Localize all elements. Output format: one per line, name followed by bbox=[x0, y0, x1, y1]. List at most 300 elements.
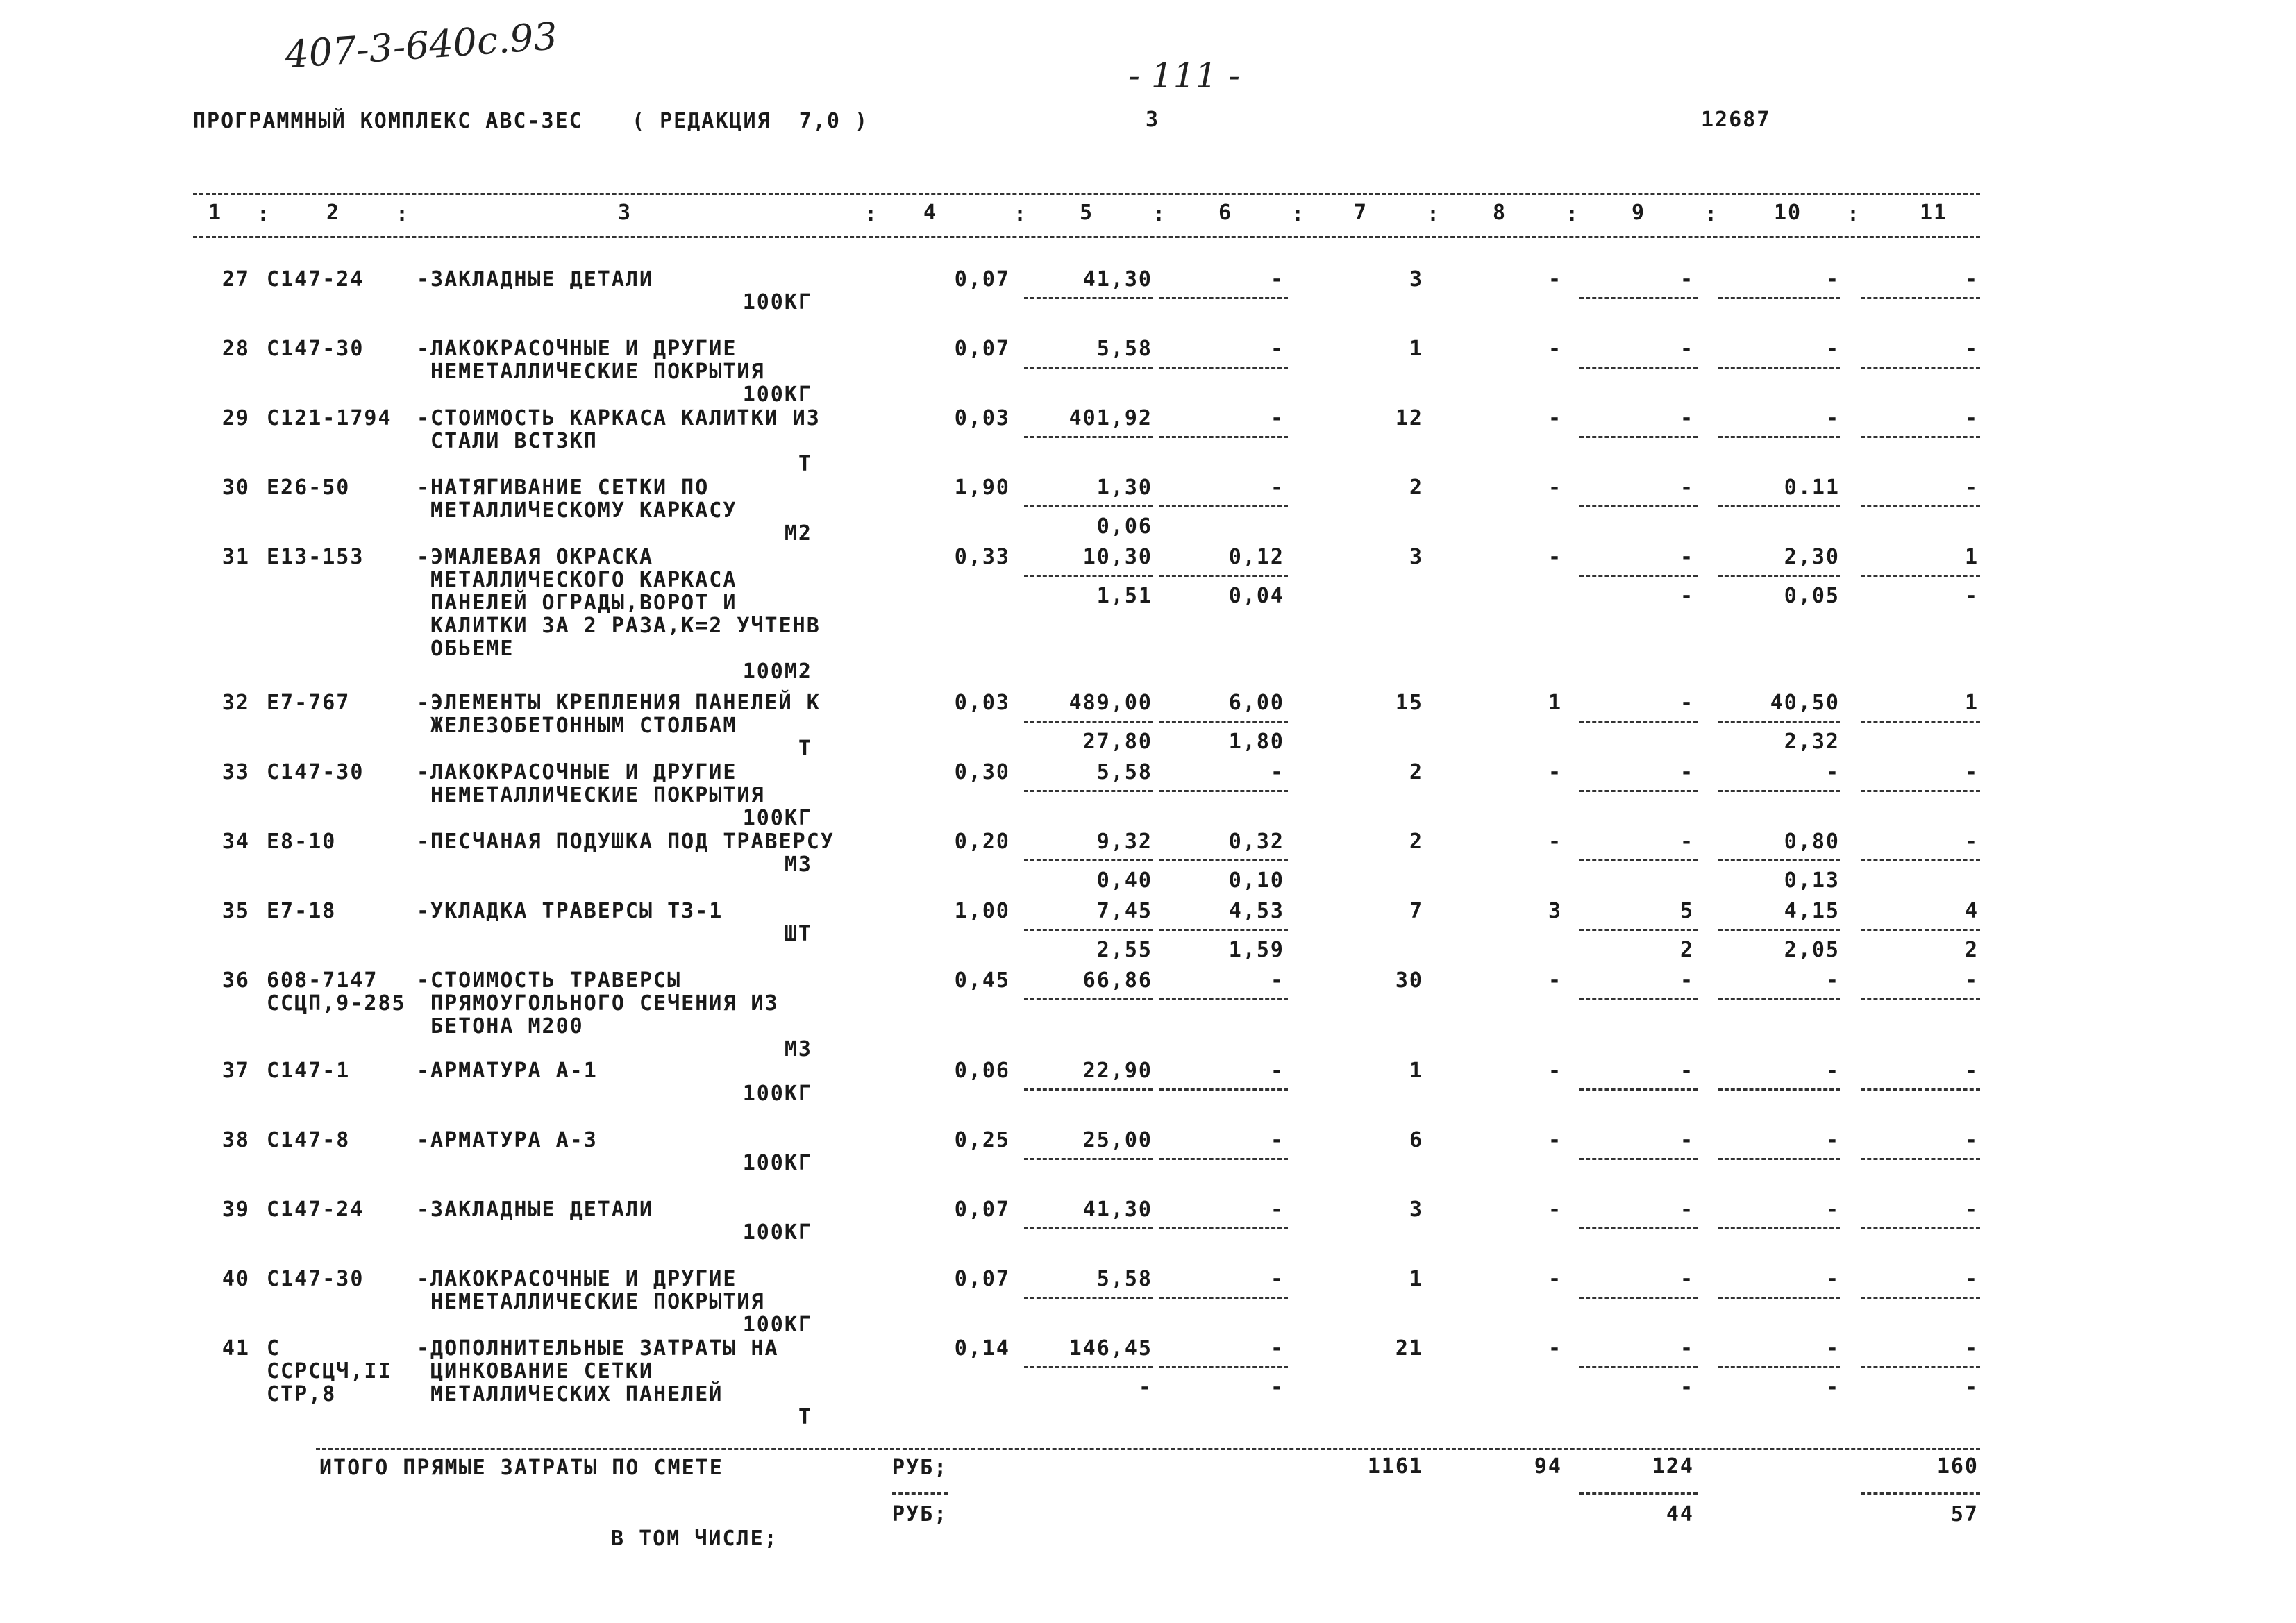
row-col8: - bbox=[1548, 337, 1562, 361]
row-col8: - bbox=[1548, 830, 1562, 854]
column-header-10: 10 bbox=[1774, 201, 1802, 225]
row-code: Е13-153 bbox=[267, 545, 364, 569]
row-col11-rule bbox=[1861, 575, 1980, 577]
row-col7: 30 bbox=[1395, 968, 1423, 993]
row-col8: - bbox=[1548, 1128, 1562, 1152]
row-col6: - bbox=[1270, 406, 1284, 430]
totals-col9: 124 bbox=[1652, 1454, 1694, 1479]
row-col6-rule bbox=[1159, 297, 1288, 299]
row-unit: 100КГ bbox=[742, 1220, 812, 1245]
row-description: -АРМАТУРА А-3 bbox=[417, 1128, 598, 1152]
row-col11-sub: - bbox=[1964, 584, 1979, 608]
row-col9-rule bbox=[1579, 1366, 1698, 1368]
row-description: -НАТЯГИВАНИЕ СЕТКИ ПО bbox=[417, 476, 710, 500]
row-number: 30 bbox=[221, 476, 250, 500]
row-col7: 1 bbox=[1409, 337, 1423, 361]
totals-currency-2: РУБ; bbox=[892, 1502, 948, 1527]
row-col7: 21 bbox=[1395, 1336, 1423, 1361]
row-unit: М3 bbox=[784, 1037, 812, 1061]
row-description: -ЭМАЛЕВАЯ ОКРАСКА bbox=[417, 545, 654, 569]
row-col10: 0,80 bbox=[1784, 830, 1840, 854]
page-number: 3 bbox=[1146, 108, 1160, 132]
row-col9: - bbox=[1679, 691, 1694, 715]
row-col4: 1,90 bbox=[954, 476, 1010, 500]
row-col7: 2 bbox=[1409, 830, 1423, 854]
row-col5: 489,00 bbox=[1069, 691, 1153, 715]
row-unit: 100КГ bbox=[742, 806, 812, 830]
row-description: ЦИНКОВАНИЕ СЕТКИ bbox=[417, 1359, 654, 1384]
row-description: -АРМАТУРА А-1 bbox=[417, 1059, 598, 1083]
row-col10-rule bbox=[1718, 575, 1840, 577]
row-col11: - bbox=[1964, 1336, 1979, 1361]
row-col6-rule bbox=[1159, 929, 1288, 931]
row-col10: - bbox=[1825, 1197, 1840, 1222]
totals-currency: РУБ; bbox=[892, 1456, 948, 1480]
row-description: НЕМЕТАЛЛИЧЕСКИЕ ПОКРЫТИЯ bbox=[417, 1290, 765, 1314]
row-col10: - bbox=[1825, 406, 1840, 430]
row-col11: - bbox=[1964, 1267, 1979, 1291]
row-col10-rule bbox=[1718, 721, 1840, 723]
row-col11: - bbox=[1964, 968, 1979, 993]
row-col5: 1,30 bbox=[1096, 476, 1153, 500]
column-separator: : bbox=[257, 202, 271, 226]
row-code: С147-1 bbox=[267, 1059, 351, 1083]
row-col11: - bbox=[1964, 337, 1979, 361]
row-col5-rule bbox=[1024, 1297, 1153, 1299]
row-col6-sub: 0,10 bbox=[1228, 868, 1284, 893]
row-code: Е26-50 bbox=[267, 476, 351, 500]
row-col11: - bbox=[1964, 830, 1979, 854]
row-col5-rule bbox=[1024, 998, 1153, 1000]
row-col11-rule bbox=[1861, 297, 1980, 299]
row-col10-rule bbox=[1718, 367, 1840, 369]
row-code: С147-30 bbox=[267, 1267, 364, 1291]
row-col7: 3 bbox=[1409, 545, 1423, 569]
column-separator: : bbox=[1014, 202, 1028, 226]
row-description: МЕТАЛЛИЧЕСКИХ ПАНЕЛЕЙ bbox=[417, 1382, 723, 1406]
row-description: -ЗАКЛАДНЫЕ ДЕТАЛИ bbox=[417, 267, 654, 292]
column-header-2: 2 bbox=[326, 201, 341, 225]
row-col8: - bbox=[1548, 1197, 1562, 1222]
row-code: Е7-767 bbox=[267, 691, 351, 715]
row-col9: - bbox=[1679, 1128, 1694, 1152]
row-col9: - bbox=[1679, 545, 1694, 569]
row-description: СТАЛИ ВСТЗКП bbox=[417, 429, 598, 453]
row-col10-rule bbox=[1718, 790, 1840, 792]
totals-label: ИТОГО ПРЯМЫЕ ЗАТРАТЫ ПО СМЕТЕ bbox=[319, 1456, 723, 1480]
row-col5-rule bbox=[1024, 859, 1153, 861]
row-description: ПАНЕЛЕЙ ОГРАДЫ,ВОРОТ И bbox=[417, 591, 737, 615]
row-col5-rule bbox=[1024, 1227, 1153, 1229]
row-col8: - bbox=[1548, 1059, 1562, 1083]
row-col6: - bbox=[1270, 968, 1284, 993]
row-col8: - bbox=[1548, 760, 1562, 784]
row-number: 35 bbox=[221, 899, 250, 923]
column-header-1: 1 bbox=[208, 201, 223, 225]
totals-top-rule bbox=[316, 1448, 1980, 1450]
row-col10-rule bbox=[1718, 929, 1840, 931]
row-col6: 4,53 bbox=[1228, 899, 1284, 923]
row-col6-sub: 1,80 bbox=[1228, 730, 1284, 754]
row-col6-rule bbox=[1159, 998, 1288, 1000]
row-col6-rule bbox=[1159, 1158, 1288, 1160]
row-number: 38 bbox=[221, 1128, 250, 1152]
row-col8: - bbox=[1548, 545, 1562, 569]
row-col10: - bbox=[1825, 1267, 1840, 1291]
handwritten-doc-code: 407-3-640с.93 bbox=[283, 14, 559, 77]
row-col4: 0,07 bbox=[954, 1267, 1010, 1291]
row-col10: 0.11 bbox=[1784, 476, 1840, 500]
row-col10-rule bbox=[1718, 1088, 1840, 1091]
row-code: С bbox=[267, 1336, 281, 1361]
row-description: -СТОИМОСТЬ ТРАВЕРСЫ bbox=[417, 968, 682, 993]
row-col5-sub: 2,55 bbox=[1096, 938, 1153, 962]
row-code: СТР,8 bbox=[267, 1382, 337, 1406]
row-col9: - bbox=[1679, 760, 1694, 784]
row-col5: 401,92 bbox=[1069, 406, 1153, 430]
row-col6-rule bbox=[1159, 790, 1288, 792]
row-col6: - bbox=[1270, 1197, 1284, 1222]
row-col7: 7 bbox=[1409, 899, 1423, 923]
row-col4: 0,25 bbox=[954, 1128, 1010, 1152]
totals-col11: 160 bbox=[1936, 1454, 1979, 1479]
row-col9: - bbox=[1679, 406, 1694, 430]
row-col10-rule bbox=[1718, 436, 1840, 438]
row-col6: 0,12 bbox=[1228, 545, 1284, 569]
row-col10: 2,30 bbox=[1784, 545, 1840, 569]
header-top-rule bbox=[193, 193, 1980, 195]
row-col8: - bbox=[1548, 267, 1562, 292]
row-col11-rule bbox=[1861, 1088, 1980, 1091]
totals-currency-rule bbox=[892, 1492, 948, 1495]
row-col4: 0,14 bbox=[954, 1336, 1010, 1361]
row-col11-rule bbox=[1861, 721, 1980, 723]
row-col6: - bbox=[1270, 267, 1284, 292]
row-col8: - bbox=[1548, 1267, 1562, 1291]
row-description: ОБЬЕМЕ bbox=[417, 637, 514, 661]
row-col5: 5,58 bbox=[1096, 760, 1153, 784]
column-header-4: 4 bbox=[923, 201, 938, 225]
row-col11: - bbox=[1964, 267, 1979, 292]
program-edition: ( РЕДАКЦИЯ 7,0 ) bbox=[632, 109, 869, 133]
row-number: 31 bbox=[221, 545, 250, 569]
row-col10-sub: - bbox=[1825, 1375, 1840, 1399]
column-header-6: 6 bbox=[1218, 201, 1233, 225]
row-col6: 6,00 bbox=[1228, 691, 1284, 715]
row-unit: 100КГ bbox=[742, 1151, 812, 1175]
row-col4: 0,06 bbox=[954, 1059, 1010, 1083]
row-col4: 0,07 bbox=[954, 337, 1010, 361]
row-col9-rule bbox=[1579, 929, 1698, 931]
row-col10-rule bbox=[1718, 998, 1840, 1000]
row-number: 28 bbox=[221, 337, 250, 361]
row-col6-rule bbox=[1159, 859, 1288, 861]
row-col11: - bbox=[1964, 406, 1979, 430]
row-number: 40 bbox=[221, 1267, 250, 1291]
row-col6-rule bbox=[1159, 1088, 1288, 1091]
row-col9: - bbox=[1679, 968, 1694, 993]
row-description: КАЛИТКИ ЗА 2 РАЗА,К=2 УЧТЕНВ bbox=[417, 614, 821, 638]
row-col4: 0,03 bbox=[954, 406, 1010, 430]
row-col5-rule bbox=[1024, 721, 1153, 723]
row-unit: М3 bbox=[784, 852, 812, 877]
row-col6: - bbox=[1270, 476, 1284, 500]
header-bottom-rule bbox=[193, 236, 1980, 238]
row-col5-rule bbox=[1024, 367, 1153, 369]
row-col9: - bbox=[1679, 1267, 1694, 1291]
row-code: С147-24 bbox=[267, 1197, 364, 1222]
row-col5: 10,30 bbox=[1082, 545, 1153, 569]
row-col5-sub: 1,51 bbox=[1096, 584, 1153, 608]
row-col5: 5,58 bbox=[1096, 337, 1153, 361]
row-number: 36 bbox=[221, 968, 250, 993]
row-col9-rule bbox=[1579, 998, 1698, 1000]
row-col11-rule bbox=[1861, 505, 1980, 507]
row-col6-rule bbox=[1159, 505, 1288, 507]
row-col8: 1 bbox=[1548, 691, 1562, 715]
row-col5: 7,45 bbox=[1096, 899, 1153, 923]
row-col6-sub: - bbox=[1270, 1375, 1284, 1399]
row-description: -ДОПОЛНИТЕЛЬНЫЕ ЗАТРАТЫ НА bbox=[417, 1336, 779, 1361]
row-col9-rule bbox=[1579, 1158, 1698, 1160]
row-description: -СТОИМОСТЬ КАРКАСА КАЛИТКИ ИЗ bbox=[417, 406, 821, 430]
row-col4: 0,33 bbox=[954, 545, 1010, 569]
row-col11: 4 bbox=[1964, 899, 1979, 923]
row-col5-rule bbox=[1024, 790, 1153, 792]
row-description: МЕТАЛЛИЧЕСКОГО КАРКАСА bbox=[417, 568, 737, 592]
row-code: 608-7147 bbox=[267, 968, 378, 993]
row-col9-sub: - bbox=[1679, 584, 1694, 608]
row-description: -ЗАКЛАДНЫЕ ДЕТАЛИ bbox=[417, 1197, 654, 1222]
row-code: С147-30 bbox=[267, 337, 364, 361]
totals-col7: 1161 bbox=[1367, 1454, 1423, 1479]
row-col7: 12 bbox=[1395, 406, 1423, 430]
row-col8: - bbox=[1548, 406, 1562, 430]
row-col11-sub: 2 bbox=[1964, 938, 1979, 962]
row-col7: 3 bbox=[1409, 267, 1423, 292]
column-separator: : bbox=[1566, 202, 1580, 226]
row-col10-rule bbox=[1718, 1297, 1840, 1299]
row-number: 41 bbox=[221, 1336, 250, 1361]
row-col5-rule bbox=[1024, 1366, 1153, 1368]
row-col4: 0,07 bbox=[954, 267, 1010, 292]
row-unit: 100КГ bbox=[742, 382, 812, 407]
column-separator: : bbox=[1291, 202, 1306, 226]
row-code: С147-24 bbox=[267, 267, 364, 292]
row-code: ССЦП,9-285 bbox=[267, 991, 406, 1016]
row-col7: 3 bbox=[1409, 1197, 1423, 1222]
row-col10: - bbox=[1825, 760, 1840, 784]
row-col10-sub: 2,32 bbox=[1784, 730, 1840, 754]
handwritten-page-mark: - 111 - bbox=[1128, 56, 1241, 96]
row-col6-rule bbox=[1159, 1227, 1288, 1229]
row-col10-rule bbox=[1718, 505, 1840, 507]
row-number: 34 bbox=[221, 830, 250, 854]
row-description: ПРЯМОУГОЛЬНОГО СЕЧЕНИЯ ИЗ bbox=[417, 991, 779, 1016]
row-unit: Т bbox=[798, 452, 812, 476]
row-col5-rule bbox=[1024, 1088, 1153, 1091]
row-col6: - bbox=[1270, 760, 1284, 784]
row-col11-rule bbox=[1861, 929, 1980, 931]
row-col7: 6 bbox=[1409, 1128, 1423, 1152]
row-col6: - bbox=[1270, 1267, 1284, 1291]
row-col10: - bbox=[1825, 1128, 1840, 1152]
row-col4: 1,00 bbox=[954, 899, 1010, 923]
row-col6: - bbox=[1270, 337, 1284, 361]
row-col8: - bbox=[1548, 476, 1562, 500]
row-col9-rule bbox=[1579, 575, 1698, 577]
column-header-7: 7 bbox=[1354, 201, 1368, 225]
row-col5: 25,00 bbox=[1082, 1128, 1153, 1152]
row-col5-rule bbox=[1024, 575, 1153, 577]
row-number: 27 bbox=[221, 267, 250, 292]
row-col5: 5,58 bbox=[1096, 1267, 1153, 1291]
row-col9-rule bbox=[1579, 1088, 1698, 1091]
row-description: -ЛАКОКРАСОЧНЫЕ И ДРУГИЕ bbox=[417, 1267, 737, 1291]
row-col9-rule bbox=[1579, 790, 1698, 792]
row-description: НЕМЕТАЛЛИЧЕСКИЕ ПОКРЫТИЯ bbox=[417, 783, 765, 807]
row-col11-rule bbox=[1861, 367, 1980, 369]
row-col10: - bbox=[1825, 968, 1840, 993]
column-separator: : bbox=[396, 202, 410, 226]
row-number: 29 bbox=[221, 406, 250, 430]
row-col5-sub: 0,06 bbox=[1096, 514, 1153, 539]
document-number: 12687 bbox=[1701, 108, 1771, 132]
row-col5: 41,30 bbox=[1082, 267, 1153, 292]
row-col6-rule bbox=[1159, 1366, 1288, 1368]
row-col10: - bbox=[1825, 267, 1840, 292]
row-description: ЖЕЛЕЗОБЕТОННЫМ СТОЛБАМ bbox=[417, 714, 737, 738]
row-unit: 100КГ bbox=[742, 1313, 812, 1337]
row-col6-rule bbox=[1159, 1297, 1288, 1299]
row-col9-rule bbox=[1579, 1227, 1698, 1229]
row-col11-rule bbox=[1861, 1366, 1980, 1368]
row-col9-sub: - bbox=[1679, 1375, 1694, 1399]
column-separator: : bbox=[1847, 202, 1861, 226]
row-col11-rule bbox=[1861, 859, 1980, 861]
row-code: С147-30 bbox=[267, 760, 364, 784]
row-col8: - bbox=[1548, 968, 1562, 993]
row-code: С147-8 bbox=[267, 1128, 351, 1152]
row-col7: 15 bbox=[1395, 691, 1423, 715]
row-col5-rule bbox=[1024, 1158, 1153, 1160]
row-col6-rule bbox=[1159, 721, 1288, 723]
row-description: -ПЕСЧАНАЯ ПОДУШКА ПОД ТРАВЕРСУ bbox=[417, 830, 835, 854]
row-col9-rule bbox=[1579, 297, 1698, 299]
row-col5-sub: - bbox=[1138, 1375, 1153, 1399]
row-col11-sub: - bbox=[1964, 1375, 1979, 1399]
row-col9: 5 bbox=[1679, 899, 1694, 923]
row-col9: - bbox=[1679, 476, 1694, 500]
row-col11: - bbox=[1964, 760, 1979, 784]
row-col9-rule bbox=[1579, 721, 1698, 723]
row-col9-rule bbox=[1579, 436, 1698, 438]
totals-col11-sub: 57 bbox=[1950, 1502, 1979, 1527]
row-col5-sub: 27,80 bbox=[1082, 730, 1153, 754]
row-col10-rule bbox=[1718, 1366, 1840, 1368]
row-col11: - bbox=[1964, 1059, 1979, 1083]
row-col10-rule bbox=[1718, 1227, 1840, 1229]
row-col10: - bbox=[1825, 1336, 1840, 1361]
column-separator: : bbox=[1704, 202, 1719, 226]
row-col11-rule bbox=[1861, 436, 1980, 438]
row-col11: - bbox=[1964, 1197, 1979, 1222]
row-col10-rule bbox=[1718, 859, 1840, 861]
row-col11-rule bbox=[1861, 1158, 1980, 1160]
row-number: 32 bbox=[221, 691, 250, 715]
totals-col8: 94 bbox=[1534, 1454, 1562, 1479]
row-col11: - bbox=[1964, 476, 1979, 500]
row-unit: ШТ bbox=[784, 922, 812, 946]
column-header-11: 11 bbox=[1920, 201, 1948, 225]
row-col10-rule bbox=[1718, 1158, 1840, 1160]
row-col10-rule bbox=[1718, 297, 1840, 299]
row-col6-sub: 1,59 bbox=[1228, 938, 1284, 962]
row-col11-rule bbox=[1861, 998, 1980, 1000]
row-col10-sub: 0,13 bbox=[1784, 868, 1840, 893]
row-col6: - bbox=[1270, 1059, 1284, 1083]
column-header-3: 3 bbox=[618, 201, 632, 225]
totals-col9-rule bbox=[1579, 1492, 1698, 1495]
row-col4: 0,30 bbox=[954, 760, 1010, 784]
column-header-5: 5 bbox=[1080, 201, 1094, 225]
row-unit: Т bbox=[798, 1405, 812, 1429]
column-separator: : bbox=[864, 202, 879, 226]
row-col5: 22,90 bbox=[1082, 1059, 1153, 1083]
row-col6-sub: 0,04 bbox=[1228, 584, 1284, 608]
row-col5-rule bbox=[1024, 297, 1153, 299]
column-separator: : bbox=[1153, 202, 1167, 226]
row-col9: - bbox=[1679, 1197, 1694, 1222]
row-unit: 100КГ bbox=[742, 290, 812, 314]
row-col7: 1 bbox=[1409, 1267, 1423, 1291]
row-number: 33 bbox=[221, 760, 250, 784]
row-description: БЕТОНА М200 bbox=[417, 1014, 584, 1038]
row-col8: - bbox=[1548, 1336, 1562, 1361]
row-col6-rule bbox=[1159, 436, 1288, 438]
row-col5-rule bbox=[1024, 436, 1153, 438]
column-separator: : bbox=[1427, 202, 1441, 226]
program-title: ПРОГРАММНЫЙ КОМПЛЕКС АВС-3ЕС bbox=[193, 109, 583, 133]
row-code: Е8-10 bbox=[267, 830, 337, 854]
row-unit: 100М2 bbox=[742, 659, 812, 684]
row-description: -УКЛАДКА ТРАВЕРСЫ ТЗ-1 bbox=[417, 899, 723, 923]
row-col9-rule bbox=[1579, 367, 1698, 369]
row-col11: - bbox=[1964, 1128, 1979, 1152]
row-col9: - bbox=[1679, 830, 1694, 854]
row-col10: - bbox=[1825, 1059, 1840, 1083]
row-col9-rule bbox=[1579, 1297, 1698, 1299]
row-code: ССРСЦЧ,II bbox=[267, 1359, 392, 1384]
including-label: В ТОМ ЧИСЛЕ; bbox=[611, 1527, 778, 1551]
row-col7: 2 bbox=[1409, 476, 1423, 500]
row-col6: 0,32 bbox=[1228, 830, 1284, 854]
row-col5-rule bbox=[1024, 929, 1153, 931]
row-code: Е7-18 bbox=[267, 899, 337, 923]
row-col9-sub: 2 bbox=[1679, 938, 1694, 962]
row-col11: 1 bbox=[1964, 691, 1979, 715]
row-col11-rule bbox=[1861, 1297, 1980, 1299]
row-col10: 40,50 bbox=[1770, 691, 1840, 715]
row-description: -ЛАКОКРАСОЧНЫЕ И ДРУГИЕ bbox=[417, 337, 737, 361]
column-header-9: 9 bbox=[1632, 201, 1646, 225]
row-col9: - bbox=[1679, 1336, 1694, 1361]
row-col9: - bbox=[1679, 1059, 1694, 1083]
row-col5: 9,32 bbox=[1096, 830, 1153, 854]
row-number: 37 bbox=[221, 1059, 250, 1083]
totals-col11-rule bbox=[1861, 1492, 1980, 1495]
row-description: НЕМЕТАЛЛИЧЕСКИЕ ПОКРЫТИЯ bbox=[417, 360, 765, 384]
